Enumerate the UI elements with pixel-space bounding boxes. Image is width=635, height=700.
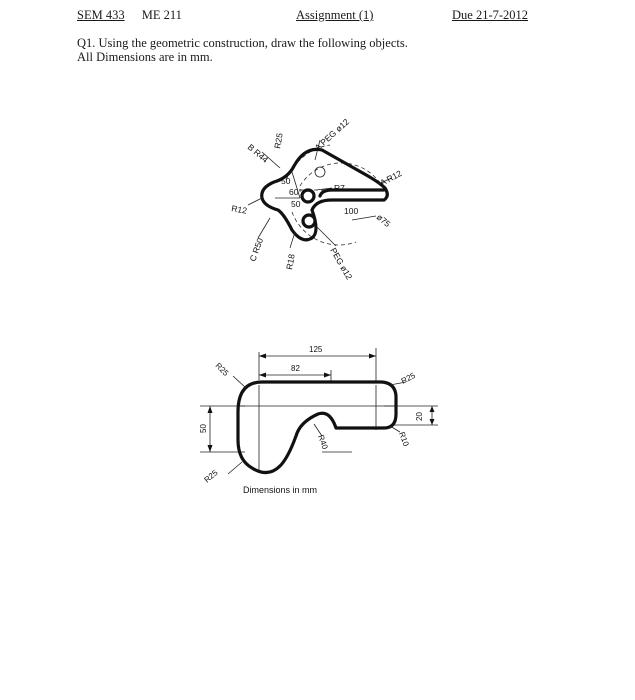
label-125: 125 (309, 345, 323, 354)
leader-r12-left (248, 198, 262, 205)
slot-upper-edge (320, 190, 384, 196)
figure-1-outline (262, 149, 388, 239)
leader-r50 (258, 218, 270, 238)
leader-75 (352, 216, 376, 220)
figure-2 (199, 345, 438, 495)
dim-arrows-top (259, 354, 376, 378)
label-50-b: 50 (291, 199, 301, 209)
peg-center (302, 190, 314, 202)
figure-2-outline (238, 382, 396, 473)
label-r40: R40 (316, 433, 330, 451)
label-r25-bottom-left: R25 (202, 468, 220, 485)
label-r7: R7 (334, 183, 345, 193)
leader-r10 (390, 426, 400, 432)
leader-r18 (290, 232, 295, 248)
figure-1 (231, 116, 404, 281)
leader-peg-bottom (316, 226, 336, 246)
course-code: SEM 433 (77, 8, 125, 22)
label-c-r50: C R50 (247, 236, 266, 263)
peg-bottom (303, 215, 315, 227)
label-r12-left: R12 (230, 203, 248, 216)
label-r25-top-right: R25 (399, 370, 417, 386)
course-alt-code: ME 211 (141, 8, 182, 22)
label-r25-top-left: R25 (213, 361, 231, 378)
label-r18: R18 (284, 253, 297, 271)
label-dia-75: ø75 (374, 211, 393, 229)
assignment-title: Assignment (1) (296, 8, 374, 22)
label-50: 50 (199, 424, 208, 433)
label-r10: R10 (397, 430, 411, 448)
label-b-r44: B R44 (245, 141, 271, 165)
question-line-1: Q1. Using the geometric construction, draw the following objects. (77, 36, 408, 50)
label-peg-bottom: PEG ø12 (328, 246, 355, 282)
label-20: 20 (415, 412, 424, 421)
due-date: Due 21-7-2012 (452, 8, 529, 22)
label-50-a: 50 (281, 176, 291, 186)
leader-r25-bl (228, 462, 242, 474)
label-100: 100 (344, 206, 359, 216)
leader-r25-tl (233, 376, 246, 388)
label-60-deg: 60° (289, 187, 302, 197)
figure-2-caption: Dimensions in mm (243, 485, 318, 495)
label-a-r12: A R12 (378, 168, 404, 188)
peg-top (315, 167, 325, 177)
question-line-2: All Dimensions are in mm. (77, 50, 213, 64)
label-82: 82 (291, 364, 300, 373)
label-peg-a: A PEG ø12 (312, 116, 351, 153)
label-r25-top: R25 (272, 132, 285, 150)
